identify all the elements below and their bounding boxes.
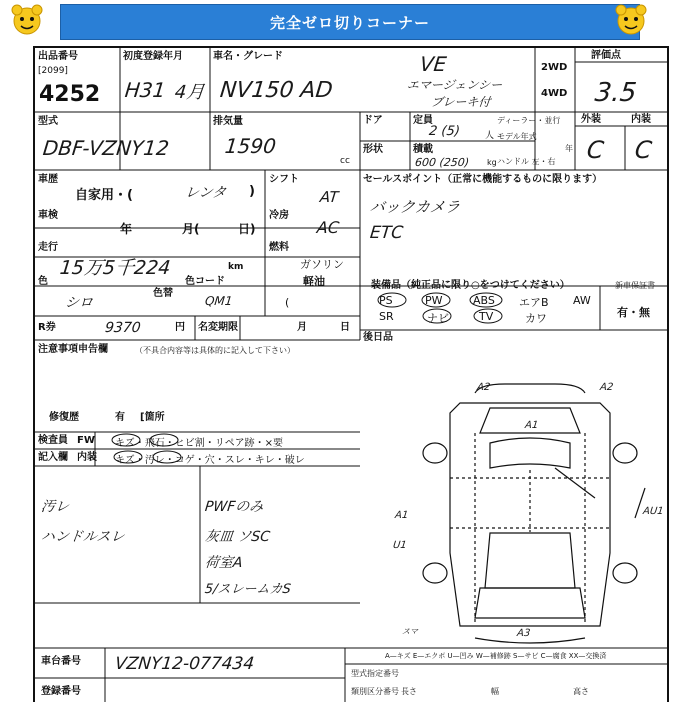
first-reg-month: 4月 [173, 82, 206, 103]
mileage-value: 15万5千224 [58, 257, 172, 279]
back-label: 後日品 [363, 332, 393, 343]
right-note-1: PWFのみ [204, 499, 265, 515]
capacity-label: 定員 [413, 115, 433, 126]
grade-value: VE [418, 52, 448, 76]
name-change-day: 日 [340, 322, 350, 333]
fuel-light: 軽油 [303, 275, 325, 288]
mascot-icon [10, 3, 44, 37]
equip-label: 装備品（純正品に限り○をつけてください） [371, 280, 570, 291]
model-value: NV150 AD [218, 78, 334, 103]
mileage-label: 走行 [38, 242, 58, 253]
mark-a2-right: A2 [599, 382, 614, 393]
auction-sheet [33, 46, 669, 702]
check-row1: キズ・飛石・ヒビ割・リペア跡・×要 [115, 438, 283, 449]
mark-a3: A3 [516, 628, 531, 639]
mark-u1: U1 [392, 540, 408, 551]
chassis-label: 車台番号 [41, 656, 81, 667]
inspection-label: 車検 [38, 210, 58, 221]
grade-note2: ブレーキ付 [430, 95, 492, 109]
lot-label: 出品番号 [38, 51, 78, 62]
equip-abs: ABS [473, 294, 495, 307]
mark-suma: スマ [401, 627, 419, 636]
equip-sr: SR [379, 310, 394, 323]
mark-a1-left: A1 [394, 510, 409, 521]
warranty-value: 有・無 [617, 306, 650, 319]
equip-aw: AW [573, 294, 591, 307]
lot-sub: [2099] [38, 66, 68, 76]
check-row2: キズ・汚レ・コゲ・穴・スレ・キレ・破レ [115, 455, 305, 466]
load-label: 積載 [413, 144, 433, 155]
warranty-label: 新車保証書 [615, 281, 655, 290]
bottom-label-3: 長さ [401, 687, 417, 696]
fuel-label: 燃料 [269, 242, 289, 253]
mark-a1-top: A1 [524, 420, 539, 431]
first-reg-value: H31 [123, 78, 167, 102]
load-value: 600 (250) [414, 156, 470, 169]
inspection-month: 月( [182, 222, 200, 236]
capacity-unit: 人 [485, 131, 495, 141]
shift-value: AT [319, 188, 340, 206]
entry-label: 記入欄 [38, 452, 68, 463]
usage-note: レンタ [184, 185, 227, 201]
equip-kawa: カワ [525, 312, 547, 325]
interior-value: C [633, 136, 654, 164]
right-note-4: 5/スレームカS [204, 582, 292, 597]
name-change-month: 月 [297, 322, 307, 333]
notes-sub: （不具合内容等は具体的に記入して下さい） [135, 346, 295, 355]
color-code-label: 色コード [185, 276, 225, 287]
equip-pw: PW [425, 294, 443, 307]
header-bar [0, 0, 700, 42]
score-value: 3.5 [593, 78, 638, 108]
recycle-unit: 円 [175, 322, 185, 333]
recycle-label: R券 [38, 322, 56, 333]
right-note-2: 灰皿 ソSC [204, 529, 271, 545]
lot-number: 4252 [39, 82, 101, 107]
handle-label: ハンドル 左・右 [497, 157, 556, 166]
color-value: シロ [64, 295, 94, 311]
model-year-label: モデル年式 [497, 132, 537, 141]
inspection-year: 年 [120, 222, 133, 236]
left-note-1: 汚レ [40, 499, 70, 515]
aircon-value: AC [316, 218, 341, 237]
interior-label: 内装 [631, 114, 651, 125]
type-label: 型式 [38, 116, 58, 127]
grade-note1: エマージェンシー [406, 78, 503, 92]
notes-label: 注意事項申告欄 [38, 344, 108, 355]
type-value: DBF-VZNY12 [41, 136, 171, 160]
usage-close: ) [249, 184, 255, 199]
dealer-label: ディーラー・並行 [497, 116, 561, 125]
chassis-value: VZNY12-077434 [113, 654, 256, 674]
name-change-label: 名変期限 [198, 322, 238, 333]
door-label: ドア [363, 115, 383, 126]
repair-label: 修復歴 [49, 412, 79, 423]
mark-au1: AU1 [642, 506, 665, 517]
exterior-value: C [585, 136, 606, 164]
equip-airbag: エアB [519, 296, 549, 309]
usage-label: 車歴 [38, 174, 58, 185]
mileage-unit: km [228, 262, 244, 272]
reg-label: 登録番号 [41, 686, 81, 697]
inspection-day: 日) [238, 222, 256, 236]
mascot-icon [614, 3, 648, 37]
equip-ps: PS [379, 294, 393, 307]
aircon-label: 冷房 [269, 210, 289, 221]
displacement-unit: cc [340, 156, 350, 166]
load-unit: kg [487, 158, 497, 167]
inspector-label: 検査員 [38, 435, 68, 446]
color-change-label: 色替 [153, 288, 173, 299]
sales-label: セールスポイント（正常に機能するものに限ります） [363, 174, 603, 185]
check-row1-tag: FW [77, 435, 95, 446]
color-label: 色 [38, 276, 48, 287]
sales-item-2: ETC [368, 223, 405, 243]
bottom-label-2: 類別区分番号 [351, 687, 399, 696]
right-note-3: 荷室A [204, 555, 244, 571]
shape-label: 形状 [363, 144, 383, 155]
car-damage-diagram [35, 48, 667, 702]
damage-legend: A—キズ E—エクボ U—凹み W—補修跡 S—サビ C—腐食 XX—交換済 [385, 652, 607, 660]
drive-2wd: 2WD [541, 62, 568, 73]
drive-4wd: 4WD [541, 88, 568, 99]
displacement-label: 排気量 [213, 116, 243, 127]
fuel-gas: ガソリン [300, 258, 344, 271]
check-row2-tag: 内装 [77, 452, 97, 463]
shift-label: シフト [269, 174, 299, 185]
usage-value: 自家用・( [75, 188, 133, 203]
sales-item-1: バックカメラ [369, 198, 461, 216]
left-note-2: ハンドルスレ [40, 529, 126, 545]
equip-navi: ナビ [427, 312, 449, 325]
recycle-value: 9370 [104, 320, 142, 336]
bottom-label-1: 型式指定番号 [351, 669, 399, 678]
displacement-value: 1590 [223, 134, 278, 158]
model-label: 車名・グレード [213, 51, 283, 62]
year-suffix: 年 [565, 144, 573, 153]
exterior-label: 外装 [581, 114, 601, 125]
first-reg-label: 初度登録年月 [123, 51, 183, 62]
bottom-label-5: 高さ [573, 687, 589, 696]
mark-a2-left: A2 [476, 382, 491, 393]
color-code-value: QM1 [204, 294, 234, 308]
equip-tv: TV [479, 310, 494, 323]
capacity-value: 2 (5) [428, 124, 461, 139]
page-title: 完全ゼロ切りコーナー [60, 4, 640, 40]
fuel-paren: ( [285, 296, 290, 309]
score-label: 評価点 [591, 50, 621, 61]
repair-bracket: [箇所 [140, 412, 165, 423]
bottom-label-4: 幅 [491, 687, 499, 696]
repair-value: 有 [115, 412, 125, 423]
